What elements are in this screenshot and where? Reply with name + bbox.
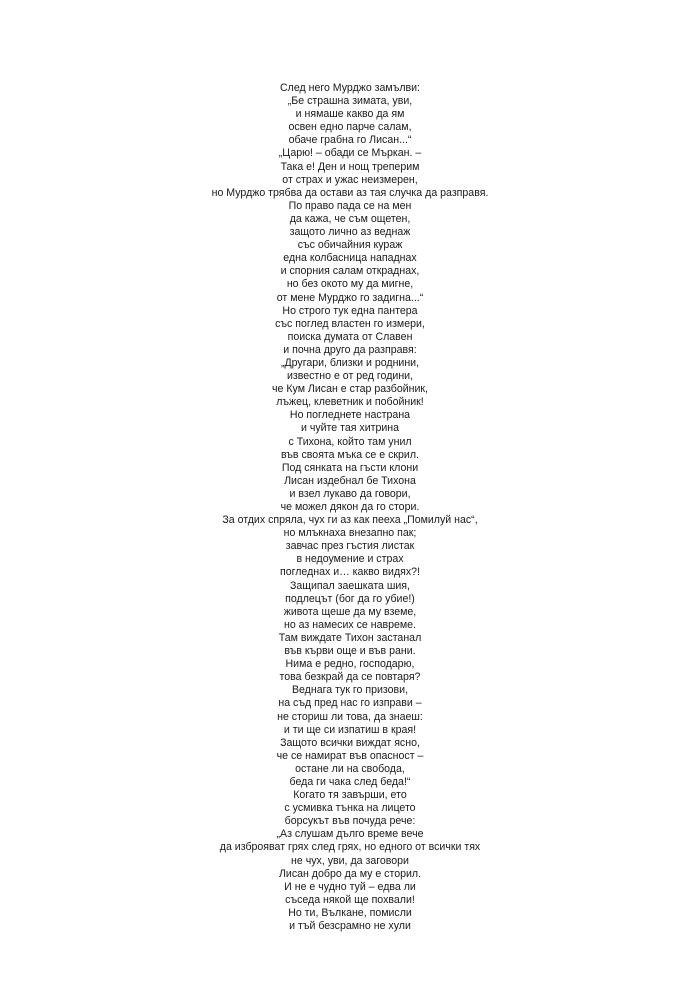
poem-line: и ти ще си изпатиш в края! <box>283 723 417 736</box>
poem-line: че можел дякон да го стори. <box>280 501 420 513</box>
poem-line: Но строго тук една пантера <box>282 304 418 317</box>
poem-line: освен едно парче салам, <box>288 121 412 134</box>
poem-line: Лисан издебнал бе Тихона <box>284 474 416 487</box>
poem-line: във своята мъка се е скрил. <box>281 448 419 461</box>
poem-line: съседа някой ще похвали! <box>285 893 415 906</box>
poem-line: от страх и ужас неизмерен, <box>282 173 418 186</box>
poem-line: с усмивка тънка на лицето <box>284 802 416 815</box>
poem-line: Защипал заешката шия, <box>289 579 410 592</box>
poem-line: „Другари, близки и роднини, <box>280 356 420 369</box>
poem-line: не чух, уви, да заговори <box>291 854 409 867</box>
poem-line: че Кум Лисан е стар разбойник, <box>272 383 428 396</box>
poem-line: с Тихона, който там унил <box>288 435 412 448</box>
poem-line: защото лично аз веднаж <box>289 226 411 239</box>
poem-line: и взел лукаво да говори, <box>289 487 411 500</box>
poem-line: По право пада се на мен <box>288 199 412 212</box>
poem-line: Но ти, Вълкане, помисли <box>288 906 412 919</box>
poem-line: остане ли на свобода, <box>295 762 405 775</box>
poem-line: „Царю! – обади се Мъркан. – <box>278 147 422 160</box>
poem-line: завчас през гъстия листак <box>285 540 415 553</box>
poem-line: Там виждате Тихон застанал <box>278 631 422 644</box>
poem-line: подлецът (бог да го убие!) <box>285 592 415 605</box>
poem-line: обаче грабна го Лисан...“ <box>288 134 412 147</box>
poem-line: живота щеше да му вземе, <box>283 605 417 618</box>
poem-line: не сториш ли това, да знаеш: <box>277 710 423 723</box>
poem-line: но Мурджо трябва да остави аз тая случка да разправя. <box>211 186 489 199</box>
poem-text <box>0 82 700 933</box>
poem-line: Нима е редно, господарю, <box>285 658 415 671</box>
poem-line: и тъй безсрамно не хули <box>289 920 411 932</box>
poem-line: поиска думата от Славен <box>287 330 413 343</box>
poem-line: Под сянката на гъсти клони <box>281 461 419 474</box>
poem-line: Когато тя завърши, ето <box>293 789 407 802</box>
poem-line: че се намират във опасност – <box>276 749 424 762</box>
poem-line: борсукът във почуда рече: <box>284 815 416 828</box>
poem-line: лъжец, клеветник и побойник! <box>276 396 424 409</box>
poem-line: и нямаше какво да ям <box>295 108 405 121</box>
poem-line: „Бе страшна зимата, уви, <box>287 95 413 108</box>
poem-line: „Аз слушам дълго време вече <box>276 828 424 841</box>
poem-line: на съд пред нас го изправи – <box>278 697 422 710</box>
poem-line: но млъкнаха внезапно пак; <box>283 527 417 540</box>
poem-line: Така е! Ден и нощ треперим <box>280 160 420 173</box>
poem-line: и почна друго да разправя: <box>283 343 417 356</box>
poem-line: Но погледнете настрана <box>289 409 411 422</box>
poem-line: Веднага тук го призови, <box>291 684 409 697</box>
poem-line: да кажа, че съм ощетен, <box>289 212 411 225</box>
poem-line: със поглед властен го измери, <box>275 317 425 330</box>
poem-line: но без окото му да мигне, <box>286 278 414 291</box>
poem-line: но аз намесих се навреме. <box>283 618 417 631</box>
poem-line: във кърви още и във рани. <box>284 645 416 658</box>
poem-line: и чуйте тая хитрина <box>300 422 400 435</box>
poem-line: в недоумение и страх <box>296 553 404 566</box>
poem-line: беда ги чака след беда!“ <box>289 775 411 788</box>
poem-line: и спорния салам откраднах, <box>280 265 420 278</box>
poem-line: За отдих спряла, чух ги аз как пееха „Помилуй нас“, <box>222 514 478 527</box>
poem-line: Защото всички виждат ясно, <box>280 736 420 749</box>
poem-line: Лисан добро да му е сторил. <box>278 867 422 880</box>
poem-line: След него Мурджо замълви: <box>279 82 421 94</box>
poem-line: от мене Мурджо го задигна...“ <box>276 291 424 304</box>
poem-line: погледнах и… какво видях?! <box>279 566 421 579</box>
poem-line: това безкрай да се повтаря? <box>279 671 421 684</box>
poem-line: една колбасница нападнах <box>283 252 417 265</box>
poem-line: И не е чудно туй – едва ли <box>284 880 416 893</box>
poem-line: да изброяват грях след грях, но едного от всички тях <box>219 841 481 854</box>
poem-line: известно е от ред години, <box>286 370 414 383</box>
poem-line: със обичайния кураж <box>297 239 403 252</box>
